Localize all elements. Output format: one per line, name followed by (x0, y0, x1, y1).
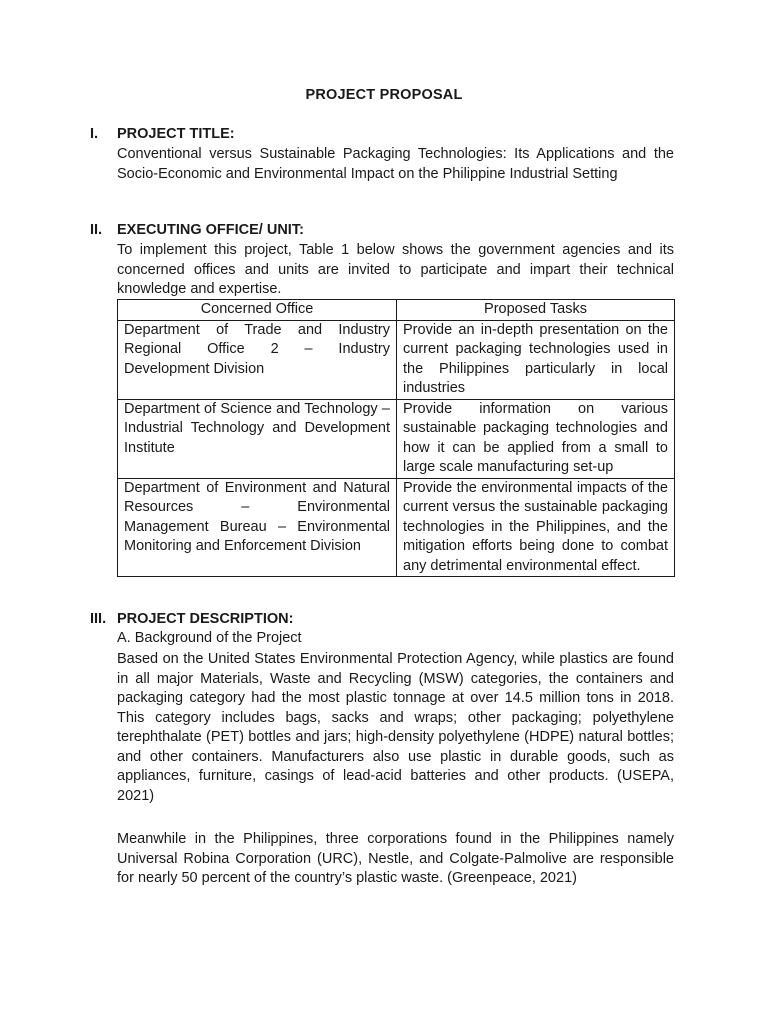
project-title-text: Conventional versus Sustainable Packaging Technologies: Its Applications and the Socio-Economic and Environmental Impact on the Philippine Industrial Setting (117, 146, 674, 182)
office-cell: Department of Science and Technology – Industrial Technology and Development Institute (118, 399, 397, 478)
table-row (118, 320, 675, 399)
section-1-heading (90, 126, 235, 142)
section-3-heading (90, 611, 293, 627)
section-2-heading (90, 222, 304, 238)
office-cell: Department of Environment and Natural Resources – Environmental Management Bureau – Environmental Monitoring and Enforcement Division (118, 478, 397, 577)
background-paragraph-1: Based on the United States Environmental Protection Agency, while plastics are found in all major Materials, Waste and Recycling (MSW) categories, the containers and packaging category had the most plastic tonnage at over 14.5 million tons in 2018. This category includes bags, sacks and wraps; other packaging; polyethylene terephthalate (PET) bottles and jars; high-density polyethylene (HDPE) natural bottles; and other containers. Manufacturers also use plastic in durable goods, such as appliances, furniture, casings of lead-acid batteries and other products. (USEPA, 2021) (117, 651, 674, 804)
section-heading-text: PROJECT TITLE: (117, 126, 235, 142)
section-heading-text: PROJECT DESCRIPTION: (117, 611, 294, 627)
task-cell: Provide information on various sustainable packaging technologies and how it can be applied from a small to large scale manufacturing set-up (397, 399, 675, 478)
section-heading-text: EXECUTING OFFICE/ UNIT: (117, 222, 304, 238)
section-number: II. (90, 222, 103, 238)
executing-office-text: To implement this project, Table 1 below shows the government agencies and its concerned offices and units are invited to participate and impart their technical knowledge and expertise. (117, 242, 674, 297)
task-cell: Provide the environmental impacts of the current versus the sustainable packaging technologies in the Philippines, and the mitigation efforts being done to combat any detrimental environmental effect. (397, 478, 675, 577)
subsection-heading: A. Background of the Project (117, 630, 302, 646)
section-number: I. (90, 126, 99, 142)
table-row (118, 399, 675, 478)
table-row (118, 478, 675, 577)
column-header: Proposed Tasks (397, 300, 675, 321)
table-header-row (118, 300, 675, 321)
page-title: PROJECT PROPOSAL (305, 87, 463, 103)
column-header: Concerned Office (118, 300, 397, 321)
offices-table (117, 299, 675, 577)
office-cell: Department of Trade and Industry Regional Office 2 – Industry Development Division (118, 320, 397, 399)
task-cell: Provide an in-depth presentation on the current packaging technologies used in the Philippines particularly in local industries (397, 320, 675, 399)
background-paragraph-2: Meanwhile in the Philippines, three corporations found in the Philippines namely Universal Robina Corporation (URC), Nestle, and Colgate-Palmolive are responsible for nearly 50 percent of the country’s plastic waste. (Greenpeace, 2021) (117, 831, 674, 886)
section-number: III. (90, 611, 107, 627)
